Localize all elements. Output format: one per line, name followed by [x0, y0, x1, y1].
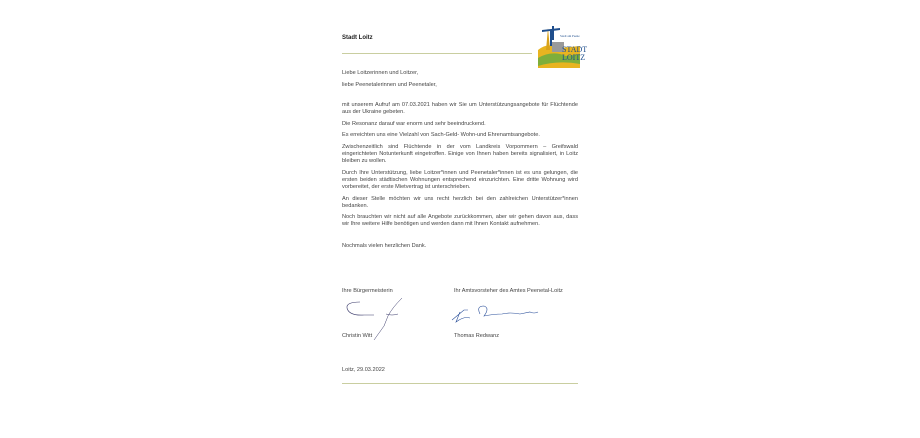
sender-name: Stadt Loitz	[342, 35, 373, 41]
paragraph: Es erreichten uns eine Vielzahl von Sach-Geld- Wohn-und Ehrenamtsangebote.	[342, 132, 540, 138]
signatory-role-right: Ihr Amtsvorsteher des Amtes Peenetal-Loitz	[454, 288, 563, 294]
place-date: Loitz, 29.03.2022	[342, 367, 385, 373]
closing: Nochmals vielen herzlichen Dank.	[342, 243, 427, 249]
svg-text:STADT: STADT	[562, 45, 588, 54]
svg-text:LOITZ: LOITZ	[562, 53, 586, 62]
paragraph: An dieser Stelle möchten wir uns recht herzlich bei den zahlreichen Unterstützer*innen bedanken.	[342, 196, 578, 209]
salutation-line-1: Liebe Loitzerinnen und Loitzer,	[342, 70, 419, 76]
paragraph: Die Resonanz darauf war enorm und sehr beeindruckend.	[342, 121, 486, 127]
paragraph: Durch Ihre Unterstützung, liebe Loitzer*innen und Peenetaler*innen ist es uns gelungen, die ersten beiden städtischen Wohnungen entsprechend einzurichten. Eine dritte Wohnung wird vorbereitet, der erste Mietvertrag ist unterschrieben.	[342, 170, 578, 190]
signatory-role-left: Ihre Bürgermeisterin	[342, 288, 393, 294]
header-rule	[342, 53, 532, 54]
signatory-name-right: Thomas Redwanz	[454, 333, 500, 339]
paragraph: Zwischenzeitlich sind Flüchtende in der vom Landkreis Vorpommern – Greifswald eingerichteten Notunterkunft eingetroffen. Einige von Ihnen haben bereits signalisiert, in Loitz bleiben zu wollen.	[342, 144, 578, 164]
svg-text:Stadt am Peene: Stadt am Peene	[560, 34, 580, 38]
letter-page	[338, 0, 588, 438]
paragraph: Noch brauchten wir nicht auf alle Angebote zurückkommen, aber wir gehen davon aus, dass wir Ihre weitere Hilfe benötigen und werden dann mit Ihnen Kontakt aufnehmen.	[342, 214, 578, 227]
city-logo	[538, 20, 588, 68]
paragraph: mit unserem Aufruf am 07.03.2021 haben wir Sie um Unterstützungsangebote für Flüchtende aus der Ukraine gebeten.	[342, 102, 578, 115]
footer-rule	[342, 383, 578, 384]
salutation-line-2: liebe Peenetalerinnen und Peenetaler,	[342, 82, 437, 88]
signatory-name-left: Christin Witt	[342, 333, 373, 339]
signature-right	[450, 302, 542, 326]
